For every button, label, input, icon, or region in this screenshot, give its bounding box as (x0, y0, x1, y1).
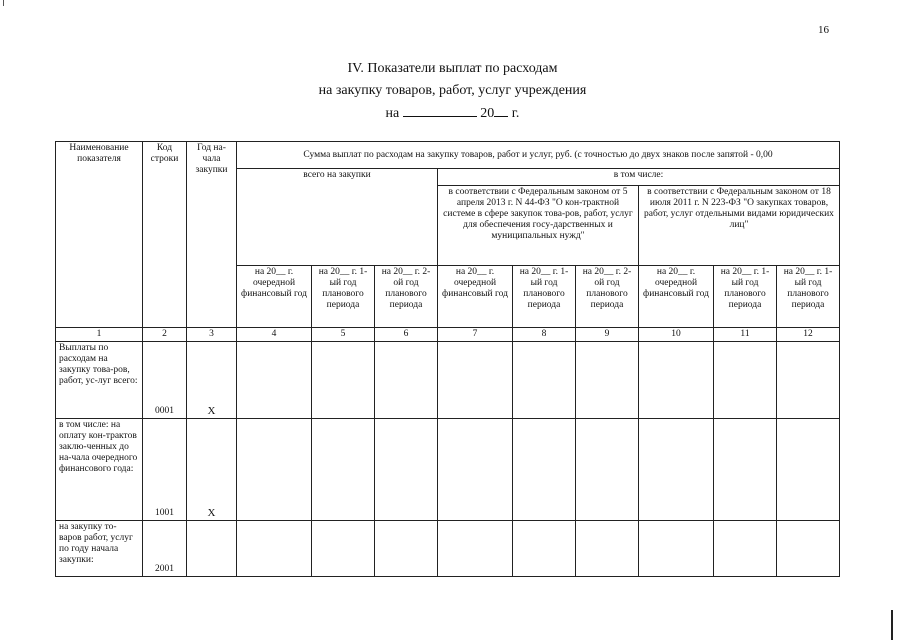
value-cell[interactable] (312, 342, 375, 419)
period-header: на 20__ г. очередной финансовый год (438, 266, 513, 328)
value-cell[interactable] (714, 342, 777, 419)
period-header: на 20__ г. очередной финансовый год (237, 266, 312, 328)
table-row (56, 521, 840, 577)
period-prefix: на (385, 106, 400, 121)
value-cell[interactable] (639, 342, 714, 419)
value-cell[interactable] (237, 521, 312, 577)
column-number: 3 (187, 328, 237, 342)
column-number: 6 (375, 328, 438, 342)
value-cell[interactable] (375, 521, 438, 577)
column-number: 7 (438, 328, 513, 342)
value-cell[interactable] (438, 342, 513, 419)
column-number: 5 (312, 328, 375, 342)
value-cell[interactable] (312, 521, 375, 577)
header-total-group: всего на закупки (237, 169, 438, 266)
column-number: 4 (237, 328, 312, 342)
value-cell[interactable] (576, 521, 639, 577)
column-number: 11 (714, 328, 777, 342)
value-cell[interactable] (438, 521, 513, 577)
header-44fz: в соответствии с Федеральным законом от 5 апреля 2013 г. N 44-ФЗ "О кон-трактной системе в сфере закупок това-ров, работ, услуг для обеспечения госу-дарственных и муниципальных нужд" (438, 186, 639, 266)
header-name: Наименование показателя (56, 142, 143, 328)
row-name: на закупку то-варов работ, услуг по году начала закупки: (56, 521, 143, 577)
column-number: 9 (576, 328, 639, 342)
column-number: 12 (777, 328, 840, 342)
table-row (56, 419, 840, 521)
row-name: Выплаты по расходам на закупку това-ров, работ, ус-луг всего: (56, 342, 143, 419)
section-title: IV. Показатели выплат по расходам (347, 61, 558, 76)
header-code: Код строки (143, 142, 187, 328)
value-cell[interactable] (639, 419, 714, 521)
value-cell[interactable] (513, 419, 576, 521)
column-number: 1 (56, 328, 143, 342)
row-year: X (187, 419, 237, 521)
value-cell[interactable] (513, 521, 576, 577)
row-year: X (187, 342, 237, 419)
value-cell[interactable] (375, 342, 438, 419)
value-cell[interactable] (576, 342, 639, 419)
period-header: на 20__ г. 1-ый год планового периода (312, 266, 375, 328)
row-code: 2001 (143, 521, 187, 577)
value-cell[interactable] (777, 419, 840, 521)
period-blank-field (403, 102, 477, 117)
period-suffix: г. (511, 106, 520, 121)
period-year-blank (494, 102, 508, 117)
value-cell[interactable] (576, 419, 639, 521)
column-number: 10 (639, 328, 714, 342)
value-cell[interactable] (777, 342, 840, 419)
scan-edge-mark (891, 610, 893, 640)
value-cell[interactable] (375, 419, 438, 521)
period-line (0, 102, 905, 123)
period-header: на 20__ г. 2-ой год планового периода (375, 266, 438, 328)
value-cell[interactable] (438, 419, 513, 521)
row-code: 1001 (143, 419, 187, 521)
header-including: в том числе: (438, 169, 840, 186)
header-223fz: в соответствии с Федеральным законом от 18 июля 2011 г. N 223-ФЗ "О закупках товаров, работ, услуг отдельными видами юридических лиц" (639, 186, 840, 266)
header-year: Год на-чала закупки (187, 142, 237, 328)
row-code: 0001 (143, 342, 187, 419)
row-year (187, 521, 237, 577)
value-cell[interactable] (639, 521, 714, 577)
value-cell[interactable] (777, 521, 840, 577)
value-cell[interactable] (237, 342, 312, 419)
page-number: 16 (818, 24, 829, 36)
period-year: 20 (480, 106, 495, 121)
scan-mark (3, 0, 4, 6)
period-header: на 20__ г. 2-ой год планового периода (576, 266, 639, 328)
payments-table (55, 141, 840, 577)
period-header: на 20__ г. 1-ый год планового периода (777, 266, 840, 328)
table-row (56, 342, 840, 419)
value-cell[interactable] (513, 342, 576, 419)
section-subtitle: на закупку товаров, работ, услуг учреждения (318, 83, 587, 98)
value-cell[interactable] (312, 419, 375, 521)
period-header: на 20__ г. очередной финансовый год (639, 266, 714, 328)
row-name: в том числе: на оплату кон-трактов заклю-ченных до на-чала очередного финансового года: (56, 419, 143, 521)
header-sum: Сумма выплат по расходам на закупку товаров, работ и услуг, руб. (с точностью до двух знаков после запятой - 0,00 (237, 142, 840, 169)
period-header: на 20__ г. 1-ый год планового периода (714, 266, 777, 328)
period-header: на 20__ г. 1-ый год планового периода (513, 266, 576, 328)
column-number: 8 (513, 328, 576, 342)
value-cell[interactable] (237, 419, 312, 521)
value-cell[interactable] (714, 521, 777, 577)
column-number: 2 (143, 328, 187, 342)
value-cell[interactable] (714, 419, 777, 521)
